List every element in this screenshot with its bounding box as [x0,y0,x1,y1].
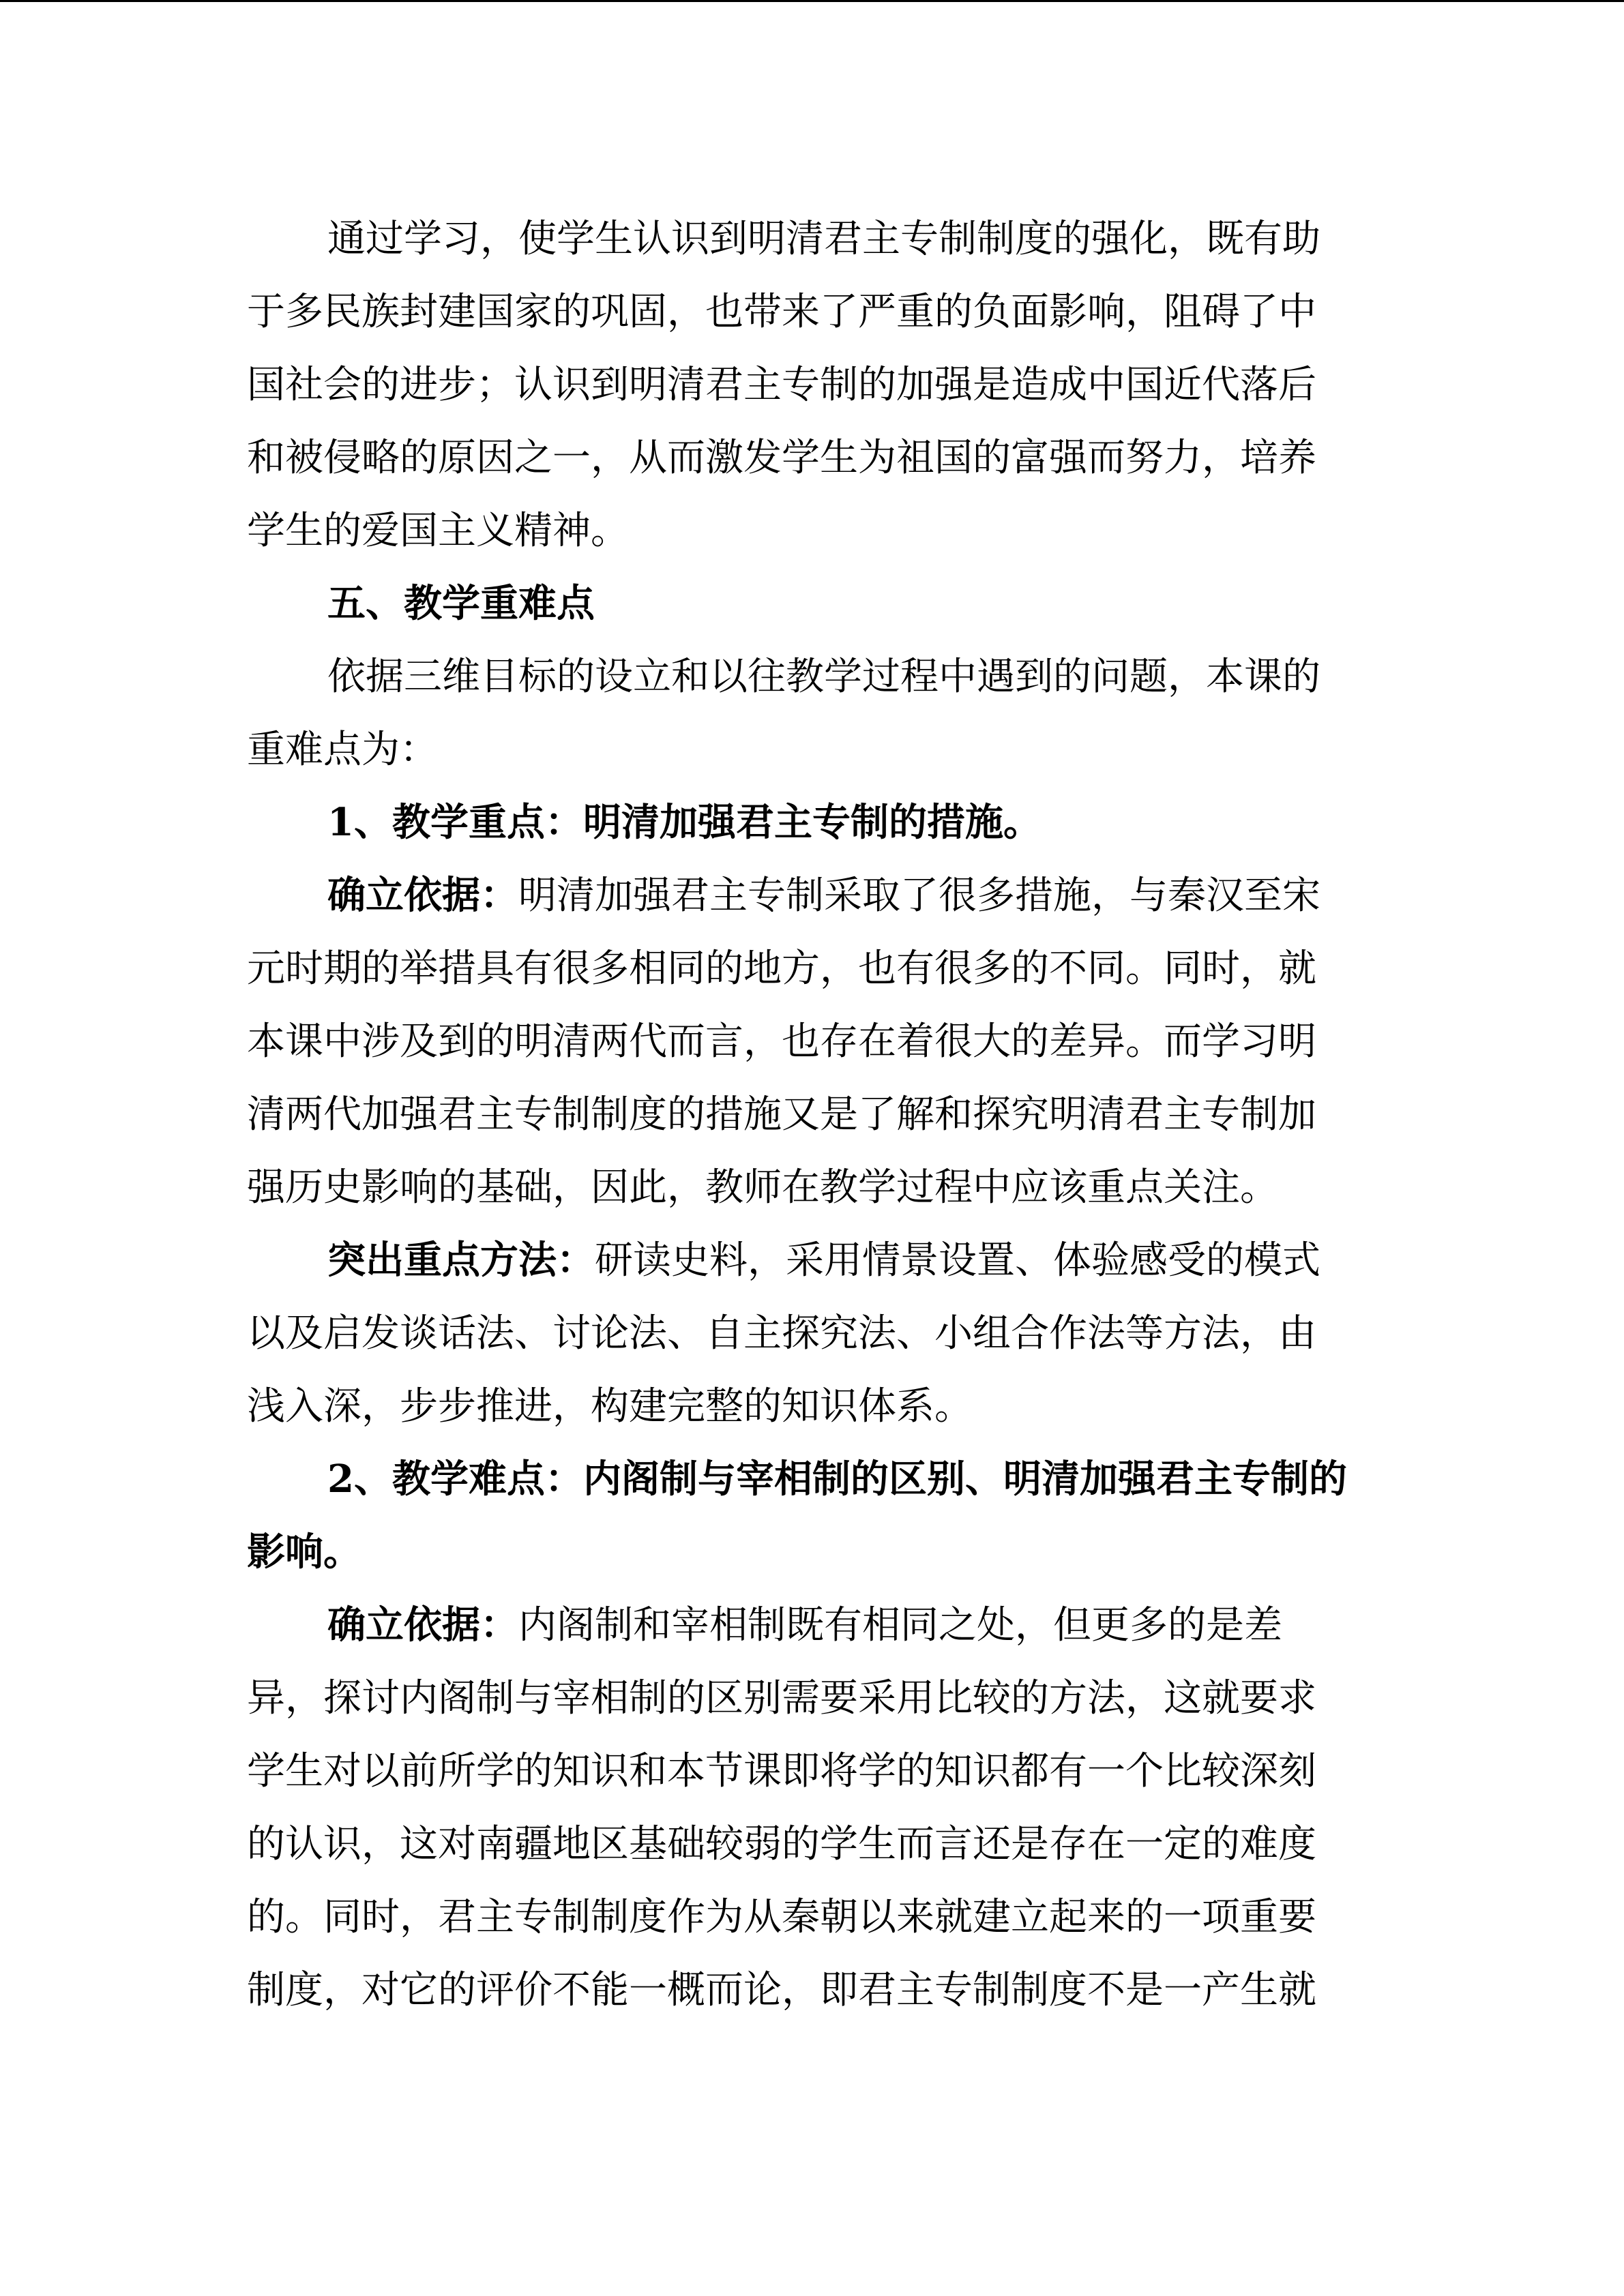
line-text: 五、教学重难点 [327,581,595,626]
section-heading-line [327,1443,1347,1516]
paragraph-line [327,1589,1282,1662]
paragraph-line [247,275,1316,348]
paragraph-line [327,640,1320,713]
paragraph-line [247,1881,1316,1954]
paragraph-line [247,932,1316,1005]
section-heading-line [327,786,1042,859]
term-label: 确立依据： [327,1602,518,1648]
paragraph-line [247,713,438,786]
line-text: 的认识，这对南疆地区基础较弱的学生而言还是存在一定的难度 [247,1822,1316,1866]
paragraph-line [247,1078,1316,1151]
line-text: 2、教学难点：内阁制与宰相制的区别、明清加强君主专制的 [327,1457,1347,1502]
paragraph-line [247,421,1316,494]
line-text: 研读史料，采用情景设置、体验感受的模式 [595,1238,1320,1283]
paragraph-line [327,203,1320,275]
paragraph-line [247,1954,1316,2027]
line-text: 国社会的进步；认识到明清君主专制的加强是造成中国近代落后 [247,363,1316,407]
paragraph-line [247,1808,1316,1881]
line-text: 影响。 [247,1530,361,1575]
line-text: 强历史影响的基础，因此，教师在教学过程中应该重点关注。 [247,1165,1278,1210]
term-label: 突出重点方法： [327,1238,595,1283]
section-heading-line [247,1516,361,1589]
paragraph-line [247,1297,1316,1370]
paragraph-line [247,1151,1278,1224]
paragraph-line [247,1662,1316,1735]
line-text: 以及启发谈话法、讨论法、自主探究法、小组合作法等方法，由 [247,1311,1316,1356]
line-text: 学生对以前所学的知识和本节课即将学的知识都有一个比较深刻 [247,1749,1316,1793]
term-label: 确立依据： [327,873,518,918]
line-text: 和被侵略的原因之一，从而激发学生为祖国的富强而努力，培养 [247,436,1316,480]
line-text: 于多民族封建国家的巩固，也带来了严重的负面影响，阻碍了中 [247,290,1316,334]
paragraph-line [247,494,629,567]
section-heading-line [327,567,595,640]
paragraph-line [247,348,1316,421]
line-text: 1、教学重点：明清加强君主专制的措施。 [327,800,1042,845]
line-text: 浅入深，步步推进，构建完整的知识体系。 [247,1384,973,1429]
paragraph-line [247,1005,1316,1078]
line-text: 制度，对它的评价不能一概而论，即君主专制制度不是一产生就 [247,1968,1316,2012]
line-text: 通过学习，使学生认识到明清君主专制制度的强化，既有助 [327,217,1320,261]
paragraph-line [327,1224,1320,1297]
line-text: 明清加强君主专制采取了很多措施，与秦汉至宋 [518,874,1320,918]
line-text: 内阁制和宰相制既有相同之处，但更多的是差 [518,1603,1282,1648]
line-text: 元时期的举措具有很多相同的地方，也有很多的不同。同时，就 [247,946,1316,991]
paragraph-line [247,1735,1316,1808]
paragraph-line [247,1370,973,1443]
line-text: 异，探讨内阁制与宰相制的区别需要采用比较的方法，这就要求 [247,1676,1316,1720]
paragraph-line [327,859,1320,932]
line-text: 重难点为： [247,728,438,772]
line-text: 清两代加强君主专制制度的措施又是了解和探究明清君主专制加 [247,1092,1316,1137]
line-text: 学生的爱国主义精神。 [247,509,629,553]
line-text: 的。同时，君主专制制度作为从秦朝以来就建立起来的一项重要 [247,1895,1316,1939]
line-text: 本课中涉及到的明清两代而言，也存在着很大的差异。而学习明 [247,1019,1316,1064]
line-text: 依据三维目标的设立和以往教学过程中遇到的问题，本课的 [327,655,1320,699]
